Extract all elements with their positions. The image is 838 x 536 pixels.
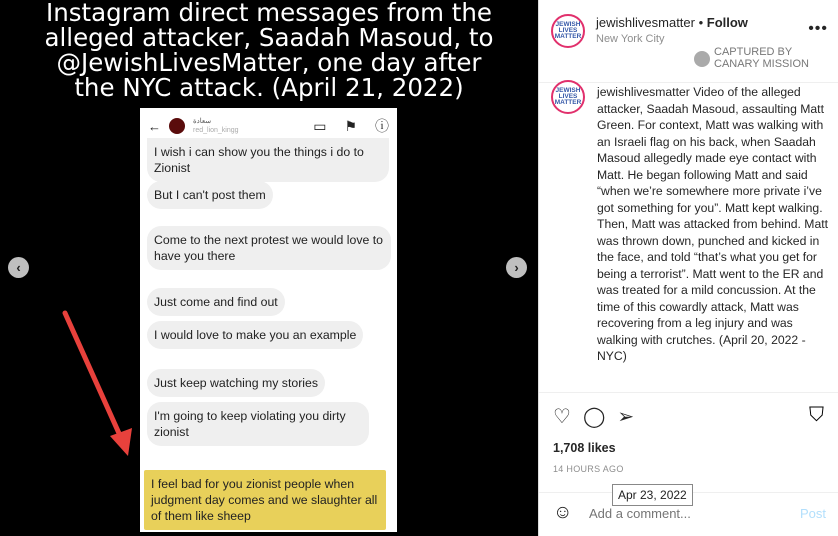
message: Come to the next protest we would love to have you there (147, 226, 391, 270)
flag-icon: ⚑ (344, 117, 357, 134)
likes-count[interactable]: 1,708 likes (553, 441, 616, 455)
message: Just keep watching my stories (147, 369, 325, 397)
heart-icon[interactable]: ♡ (553, 406, 571, 428)
message: I would love to make you an example (147, 321, 363, 349)
message: I'm going to keep violating you dirty zionist (147, 402, 369, 446)
share-icon[interactable]: ➢ (617, 406, 635, 428)
timestamp[interactable]: 14 HOURS AGO (553, 464, 624, 474)
canary-logo-icon (694, 51, 710, 67)
dm-name: سعادة (193, 118, 212, 125)
post-panel (538, 0, 838, 536)
overlay-title: Instagram direct messages from the alleged attacker, Saadah Masoud, to @JewishLivesMatter, one day after the NYC attack. (April 21, 2022) (44, 0, 494, 102)
more-options-icon[interactable]: ••• (808, 20, 828, 37)
video-icon: ▭ (313, 117, 327, 134)
post-header: jewishlivesmatter • Follow (596, 15, 748, 30)
divider (539, 82, 838, 83)
caption: jewishlivesmatter Video of the alleged attacker, Saadah Masoud, assaulting Matt Green. For context, Matt was walking with an Israeli flag on his back, when Saadah Masoud allegedly made eye contact with Matt. He began following Matt and said “when we’re somewhere more private i’ve got something for you”. Matt kept walking. Then, Matt was attacked from behind. Matt was thrown down, punched and kicked in the face, and told “that’s what you get for being a terrorist”. Matt went to the ER and was treated for a mild concussion. At the time of this cowardly attack, Matt was recovering from a leg injury and was walking with crutches. (April 20, 2022 - NYC) (597, 85, 828, 363)
highlighted-message: I feel bad for you zionist people when judgment day comes and we slaughter all of them like sheep (144, 470, 386, 530)
follow-button[interactable]: Follow (706, 15, 748, 30)
message: I wish i can show you the things i do to Zionist (147, 138, 389, 182)
post-button[interactable]: Post (799, 506, 826, 521)
profile-avatar[interactable]: JEWISH LIVES MATTER (551, 14, 585, 48)
info-icon: ⓘ (375, 118, 389, 134)
location-link[interactable]: New York City (596, 33, 665, 45)
next-button[interactable]: › (506, 257, 527, 278)
date-tooltip: Apr 23, 2022 (612, 484, 693, 506)
previous-button[interactable]: ‹ (8, 257, 29, 278)
divider (539, 392, 838, 393)
bookmark-icon[interactable]: ⛉ (809, 404, 824, 426)
back-arrow-icon: ← (148, 118, 161, 134)
emoji-icon[interactable]: ☺ (553, 502, 573, 523)
message: But I can't post them (147, 181, 273, 209)
dm-handle: red_lion_kingg (193, 127, 239, 134)
username-link[interactable]: jewishlivesmatter (596, 15, 695, 30)
caption-avatar[interactable]: JEWISH LIVES MATTER (551, 80, 585, 114)
caption-username[interactable]: jewishlivesmatter (597, 85, 690, 99)
watermark: CAPTURED BY CANARY MISSION (694, 47, 834, 70)
comment-input[interactable] (589, 506, 779, 521)
comment-icon[interactable]: ◯ (582, 406, 606, 428)
message: Just come and find out (147, 288, 285, 316)
